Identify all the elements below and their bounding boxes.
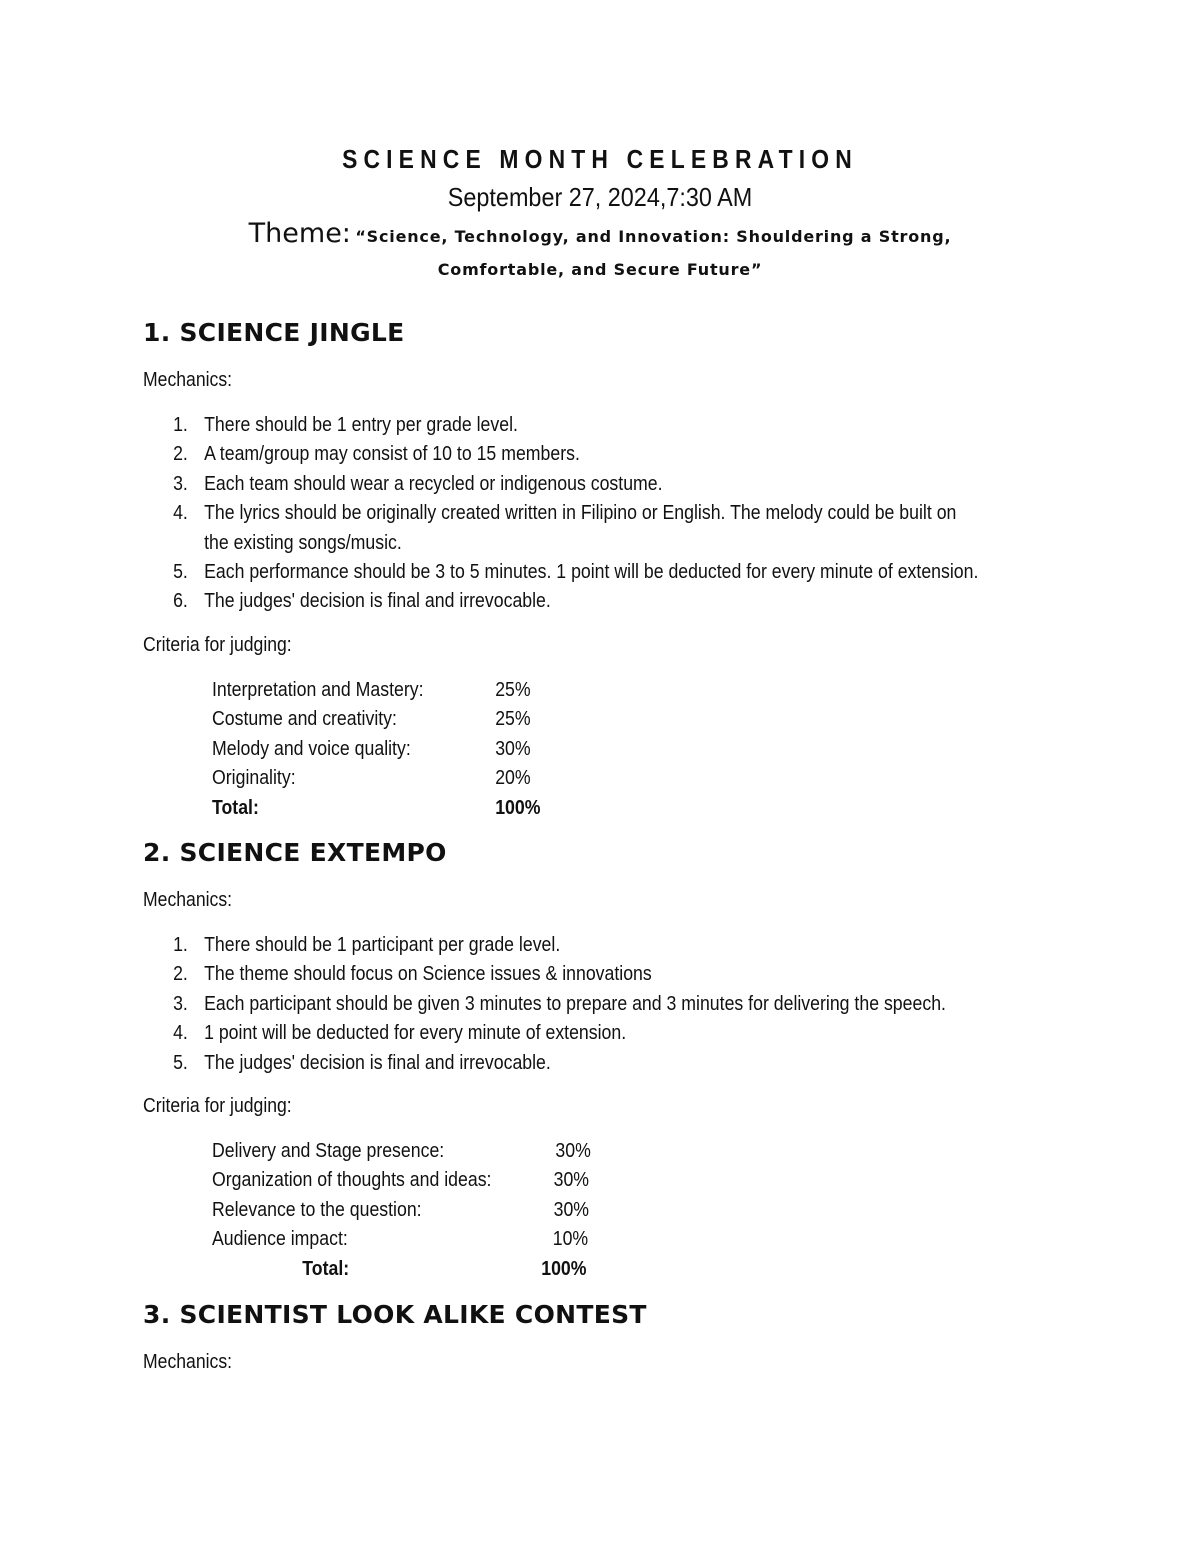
criteria-total-row: Total: 100% (212, 796, 541, 819)
mechanics-list (143, 931, 1103, 1078)
list-item: 1. There should be 1 participant per grade level. (173, 934, 561, 956)
mechanics-label: Mechanics: (143, 1351, 233, 1373)
criteria-row: Audience impact: 10% (212, 1228, 589, 1251)
list-item: 1. There should be 1 entry per grade level. (173, 414, 518, 436)
criteria-row: Originality: 20% (212, 767, 531, 790)
mechanics-list (143, 411, 1103, 617)
criteria-label: Criteria for judging: (143, 1095, 292, 1117)
list-item: 3. Each participant should be given 3 minutes to prepare and 3 minutes for delivering the speech. (173, 992, 946, 1015)
criteria-row: Interpretation and Mastery: 25% (212, 679, 531, 701)
section-heading-scientist-look-alike: 3. SCIENTIST LOOK ALIKE CONTEST (143, 1300, 647, 1329)
section-heading-science-jingle: 1. SCIENCE JINGLE (143, 318, 405, 347)
criteria-total-row: Total: 100% (302, 1257, 587, 1280)
list-item: 2. A team/group may consist of 10 to 15 members. (173, 443, 580, 466)
list-item: 2. The theme should focus on Science issues & innovations (173, 963, 652, 986)
criteria-row: Organization of thoughts and ideas: 30% (212, 1169, 590, 1192)
list-item: 4. 1 point will be deducted for every minute of extension. (173, 1022, 627, 1045)
list-item: 3. Each team should wear a recycled or indigenous costume. (173, 472, 663, 495)
theme-text-line2: Comfortable, and Secure Future” (437, 260, 763, 279)
theme-label: Theme: (248, 218, 351, 249)
event-date: September 27, 2024,7:30 AM (447, 182, 753, 212)
list-item: 5. The judges' decision is final and irrevocable. (173, 1051, 551, 1074)
criteria-table (212, 1137, 591, 1284)
list-item: 6. The judges' decision is final and irrevocable. (173, 590, 551, 613)
criteria-row: Relevance to the question: 30% (212, 1198, 590, 1221)
mechanics-label: Mechanics: (143, 369, 233, 391)
theme-line (0, 218, 1200, 249)
list-item: 4. The lyrics should be originally created written in Filipino or English. The melody could be built on the existing songs/music. (173, 502, 957, 554)
criteria-table (212, 676, 541, 823)
mechanics-label: Mechanics: (143, 889, 233, 911)
theme-text-line1: “Science, Technology, and Innovation: Shouldering a Strong, (355, 227, 952, 246)
criteria-label: Criteria for judging: (143, 634, 292, 656)
document-title: SCIENCE MONTH CELEBRATION (342, 144, 858, 174)
section-heading-science-extempo: 2. SCIENCE EXTEMPO (143, 838, 447, 867)
criteria-row: Costume and creativity: 25% (212, 708, 531, 731)
list-item: 5. Each performance should be 3 to 5 minutes. 1 point will be deducted for every minute of extension. (173, 561, 979, 584)
criteria-row: Delivery and Stage presence: 30% (212, 1140, 591, 1162)
criteria-row: Melody and voice quality: 30% (212, 737, 531, 760)
